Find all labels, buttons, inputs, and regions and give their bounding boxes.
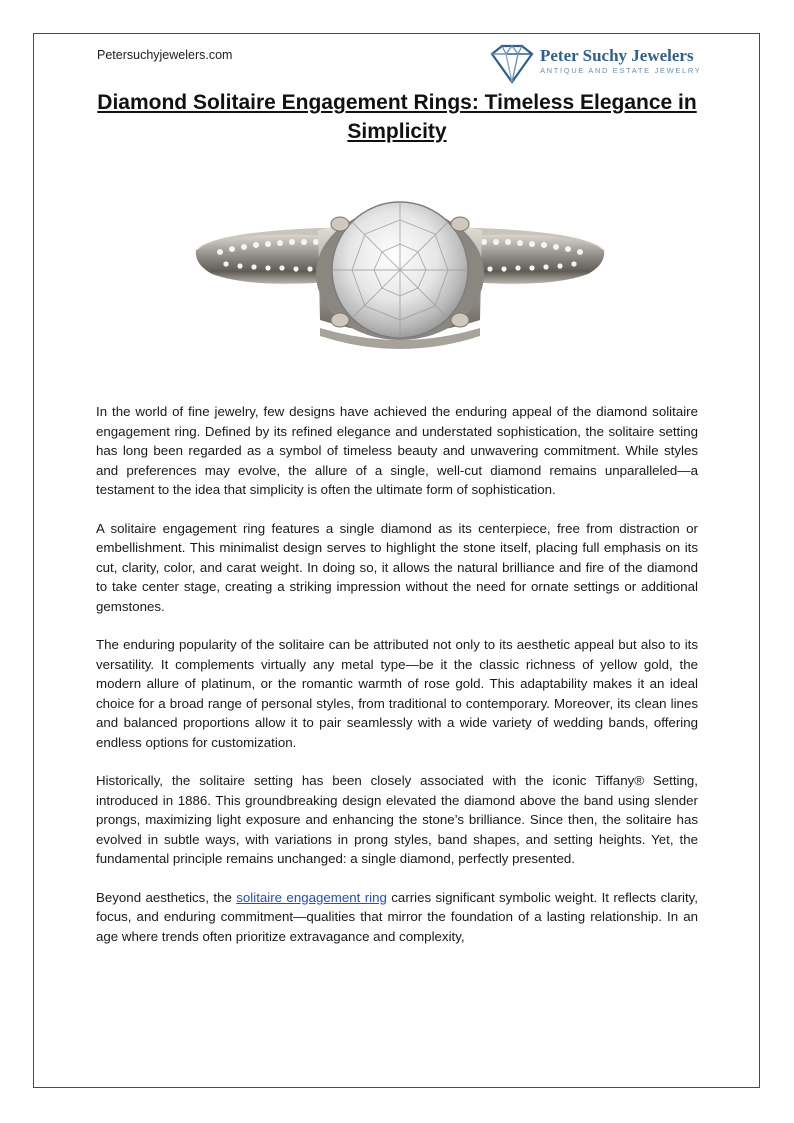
solitaire-ring-link[interactable]: solitaire engagement ring — [236, 889, 387, 905]
logo-name: Peter Suchy Jewelers — [540, 46, 694, 65]
page-title: Diamond Solitaire Engagement Rings: Timeless Elegance in Simplicity — [97, 91, 697, 143]
paragraph: In the world of fine jewelry, few designs have achieved the enduring appeal of the diamond solitaire engagement ring. Defined by its refined elegance and understated sophistication, the solitaire setting has long been regarded as a symbol of timeless beauty and unwavering commitment. While styles and preferences may evolve, the allure of a single, well-cut diamond remains unparalleled—a testament to the idea that simplicity is often the ultimate form of sophistication. — [96, 404, 698, 497]
site-url: Petersuchyjewelers.com — [97, 48, 233, 62]
article-body — [96, 402, 698, 965]
ring-image — [190, 170, 610, 370]
paragraph-with-link — [96, 888, 698, 947]
brand-logo[interactable] — [488, 44, 703, 84]
paragraph: A solitaire engagement ring features a single diamond as its centerpiece, free from distraction or embellishment. This minimalist design serves to highlight the stone itself, placing full emphasis on its cut, clarity, color, and carat weight. In doing so, it allows the natural brilliance and fire of the diamond to take center stage, creating a striking impression without the need for ornate settings or additional gemstones. — [96, 520, 698, 614]
logo-tagline: ANTIQUE AND ESTATE JEWELRY — [540, 66, 702, 75]
paragraph: Historically, the solitaire setting has been closely associated with the iconic Tiffany® Setting, introduced in 1886. This groundbreaking design elevated the diamond above the band using slender prongs, maximizing light exposure and enhancing the stone’s brilliance. Since then, the solitaire has evolved in subtle ways, with variations in prong styles, band shapes, and setting heights. Yet, the fundamental principle remains unchanged: a single diamond, perfectly presented. — [96, 773, 698, 866]
paragraph-text-after-link: carries significant symbolic weight. It reflects clarity, focus, and enduring commitment—qualities that mirror the foundation of a lasting relationship. In an age where trends often prioritize extravagance and complexity, — [96, 889, 699, 944]
paragraph: The enduring popularity of the solitaire can be attributed not only to its aesthetic appeal but also to its versatility. It complements virtually any metal type—be it the classic richness of yellow gold, the modern allure of platinum, or the romantic warmth of rose gold. This adaptability makes it an ideal choice for a broad range of personal styles, from traditional to contemporary. Moreover, its clean lines and balanced proportions allow it to pair seamlessly with a wide variety of wedding bands, offering endless options for customization. — [96, 637, 698, 750]
diamond-logo-icon — [488, 44, 536, 84]
paragraph-text-before-link: Beyond aesthetics, the — [96, 889, 237, 905]
